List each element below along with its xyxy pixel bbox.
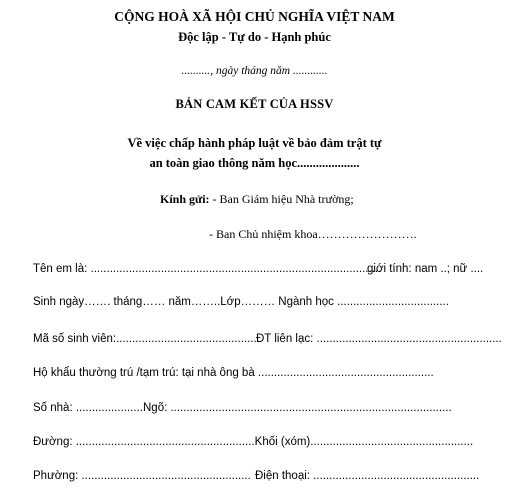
addressee-label: Kính gửi: [160,192,210,206]
house-number-field[interactable]: Số nhà: ...................... [33,402,147,414]
name-field[interactable]: Tên em là: ........................................................................................... [33,263,382,275]
birth-class-major-field[interactable]: Sinh ngày……. tháng…… năm……..Lớp……… Ngành học ................................... [33,296,449,308]
residence-field[interactable]: Hộ khẩu thường trú /tạm trú: tại nhà ông bà ....................................................... [33,367,434,379]
subject-line-2: an toàn giao thông năm học.................... [149,156,360,170]
national-name: CỘNG HOÀ XÃ HỘI CHỦ NGHĨA VIỆT NAM [114,9,395,24]
lane-field[interactable]: Ngõ: ........................................................................................ [143,402,452,414]
contact-phone-field[interactable]: ĐT liên lạc: .......................................................... [256,333,502,345]
subject-line-1: Về việc chấp hành pháp luật về bảo đảm trật tự [127,136,382,150]
document-title: BẢN CAM KẾT CỦA HSSV [175,97,334,111]
addressee-line-1 [160,193,354,205]
telephone-field[interactable]: Điện thoại: .................................................... [255,470,480,482]
student-id-field[interactable]: Mã số sinh viên:............................................. [33,333,260,345]
addressee-faculty-board: - Ban Chủ nhiệm khoa……………………. [209,227,417,241]
ward-field[interactable]: Phường: ..................................................... [33,470,251,482]
national-motto: Độc lập - Tự do - Hạnh phúc [178,30,331,44]
addressee-school-board: - Ban Giám hiệu Nhà trường; [209,192,354,206]
gender-field[interactable]: giới tính: nam ..; nữ .... [367,263,484,275]
date-line: .........., ngày tháng năm ............ [181,65,328,77]
street-hamlet-field[interactable]: Đường: ........................................................Khối (xóm)................................................... [33,436,474,448]
